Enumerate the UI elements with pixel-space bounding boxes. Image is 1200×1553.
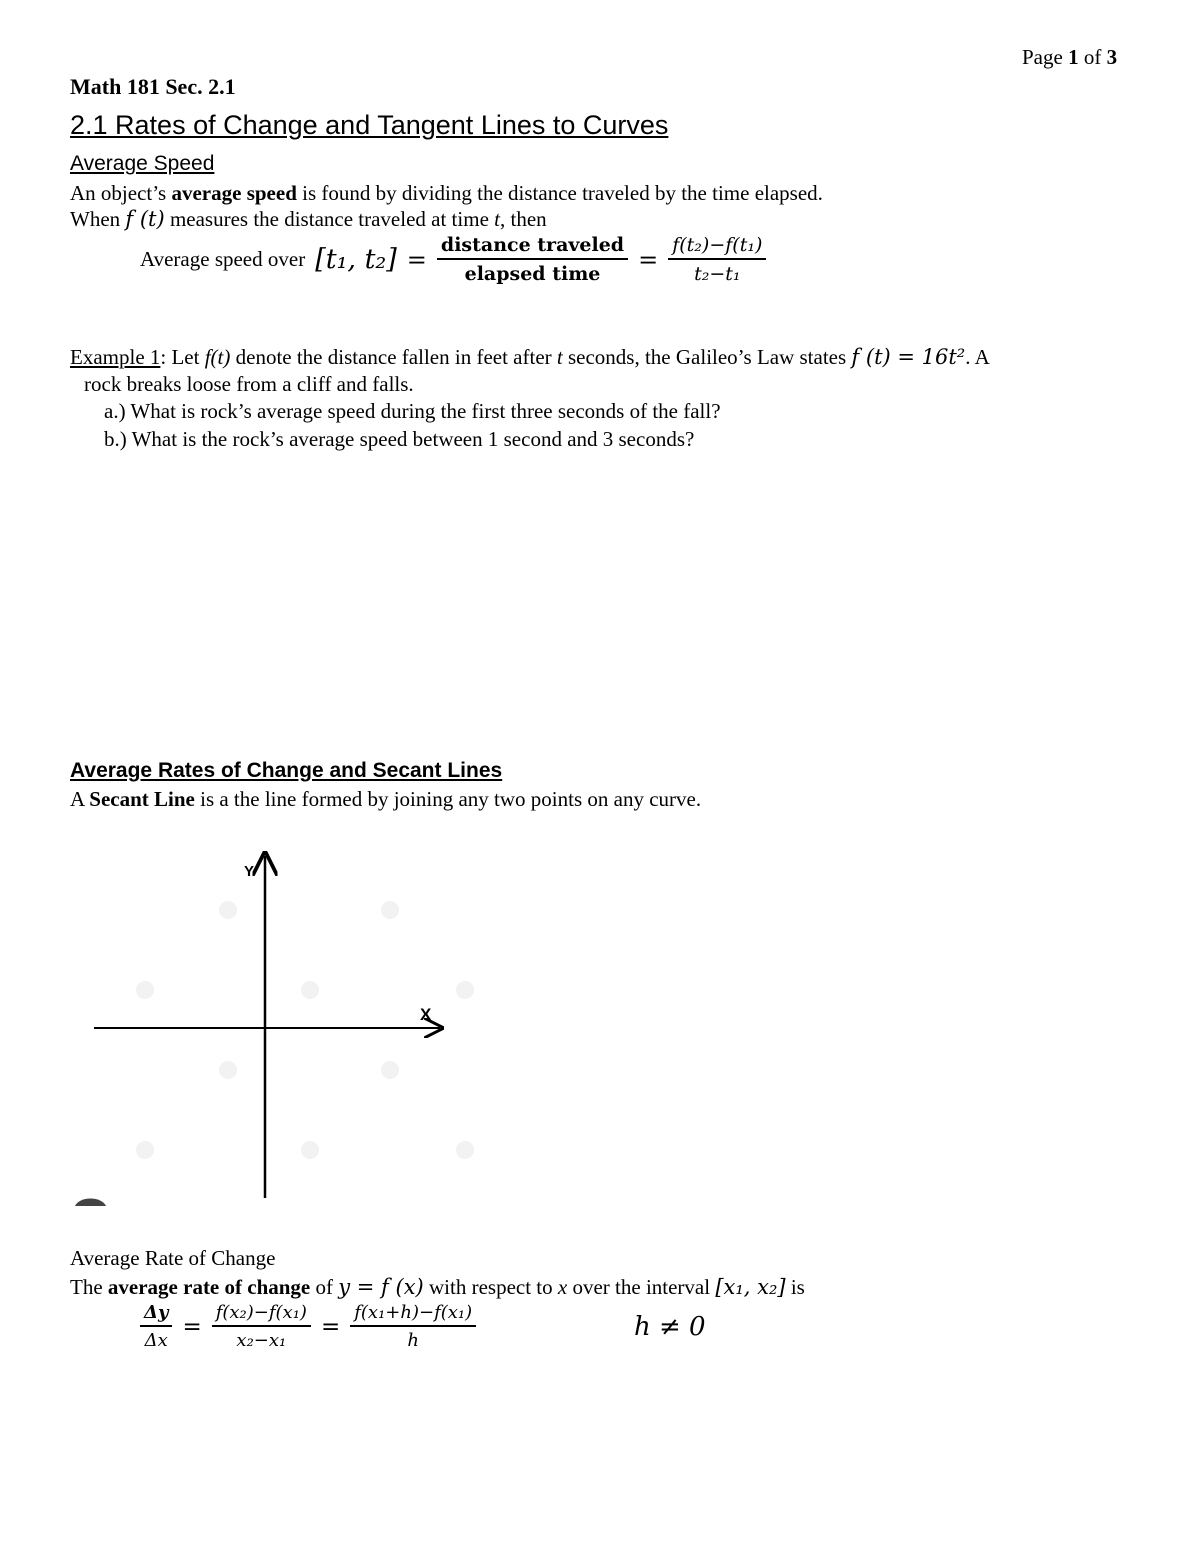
page-current: 1 — [1068, 45, 1079, 69]
math-run: t — [556, 345, 563, 369]
y-axis-label: Y — [244, 863, 255, 880]
formula-interval: [t₁, t₂] — [315, 244, 397, 275]
average-speed-heading: Average Speed — [70, 152, 215, 175]
fraction-numerator: distance traveled — [437, 234, 628, 260]
math-run: y = f (x) — [338, 1275, 424, 1299]
equals-sign: = — [320, 1313, 341, 1340]
fraction-distance-time — [437, 234, 628, 285]
fraction-denominator: x₂−x₁ — [236, 1330, 287, 1351]
text-run: When — [70, 207, 126, 231]
text-run: . A — [965, 345, 990, 369]
galileo-law: f (t) = 16t² — [851, 345, 966, 369]
text-run: with respect to — [423, 1275, 558, 1299]
page-indicator — [1022, 45, 1117, 70]
h-nonzero-condition: h ≠ 0 — [634, 1312, 706, 1342]
avg-rate-definition — [70, 1275, 805, 1300]
avg-rate-heading: Average Rate of Change — [70, 1246, 276, 1270]
fraction-delta — [140, 1302, 172, 1351]
corner-mark — [75, 1198, 106, 1206]
fraction-secant-slope — [212, 1302, 311, 1351]
example1-question-a: a.) What is rock’s average speed during the first three seconds of the fall? — [104, 399, 721, 423]
example1-question-b: b.) What is the rock’s average speed between 1 second and 3 seconds? — [104, 427, 695, 451]
page-title: 2.1 Rates of Change and Tangent Lines to Curves — [70, 110, 669, 140]
text-run: of — [310, 1275, 339, 1299]
text-run: The — [70, 1275, 108, 1299]
avg-rate-formula — [140, 1302, 476, 1351]
text-run: An object’s — [70, 181, 172, 205]
secant-definition — [70, 787, 701, 812]
text-run: measures the distance traveled at time — [164, 207, 495, 231]
text-run: seconds, the Galileo’s Law states — [562, 345, 852, 369]
fraction-numerator: Δy — [140, 1302, 172, 1327]
example1-line1 — [70, 345, 990, 370]
average-speed-line2 — [70, 207, 547, 232]
bold-term: Secant Line — [89, 787, 195, 811]
fraction-difference-quotient — [668, 234, 766, 285]
fraction-numerator: f(t₂)−f(t₁) — [668, 234, 766, 260]
text-run: over the interval — [567, 1275, 716, 1299]
equals-sign: = — [406, 245, 427, 274]
formula-label: Average speed over — [140, 247, 306, 271]
example1-line2: rock breaks loose from a cliff and falls. — [84, 372, 414, 396]
equals-sign: = — [638, 245, 659, 274]
text-run: , then — [499, 207, 547, 231]
fraction-h-form — [350, 1302, 476, 1351]
fraction-numerator: f(x₂)−f(x₁) — [212, 1302, 311, 1327]
fraction-denominator: h — [407, 1330, 419, 1351]
fraction-denominator: Δx — [144, 1330, 168, 1351]
fraction-denominator: elapsed time — [464, 263, 601, 285]
fraction-numerator: f(x₁+h)−f(x₁) — [350, 1302, 476, 1327]
math-run: f(t) — [204, 345, 231, 369]
text-run: is — [785, 1275, 805, 1299]
text-run: A — [70, 787, 90, 811]
math-run: [x₁, x₂] — [715, 1275, 786, 1299]
bold-term: average speed — [171, 181, 297, 205]
text-run: : Let — [160, 345, 205, 369]
text-run: is a the line formed by joining any two points on any curve. — [194, 787, 702, 811]
example-label: Example 1 — [70, 345, 161, 369]
average-speed-formula — [140, 234, 766, 285]
fraction-denominator: t₂−t₁ — [694, 263, 741, 285]
text-run: is found by dividing the distance traveled by the time elapsed. — [296, 181, 823, 205]
math-run: t — [494, 207, 500, 231]
watermark-pattern — [136, 901, 474, 1159]
page-total: 3 — [1106, 45, 1118, 69]
text-run: denote the distance fallen in feet after — [230, 345, 557, 369]
bold-term: average rate of change — [107, 1275, 311, 1299]
average-speed-line1 — [70, 181, 823, 206]
page-word: Page — [1022, 45, 1063, 69]
equals-sign: = — [182, 1313, 202, 1340]
secant-heading: Average Rates of Change and Secant Lines — [70, 759, 503, 782]
page-of: of — [1083, 45, 1102, 69]
x-axis-label: X — [420, 1005, 432, 1024]
math-run: f (t) — [125, 207, 165, 231]
course-title: Math 181 Sec. 2.1 — [70, 74, 236, 99]
coordinate-axes — [70, 840, 490, 1220]
math-run: x — [557, 1275, 568, 1299]
